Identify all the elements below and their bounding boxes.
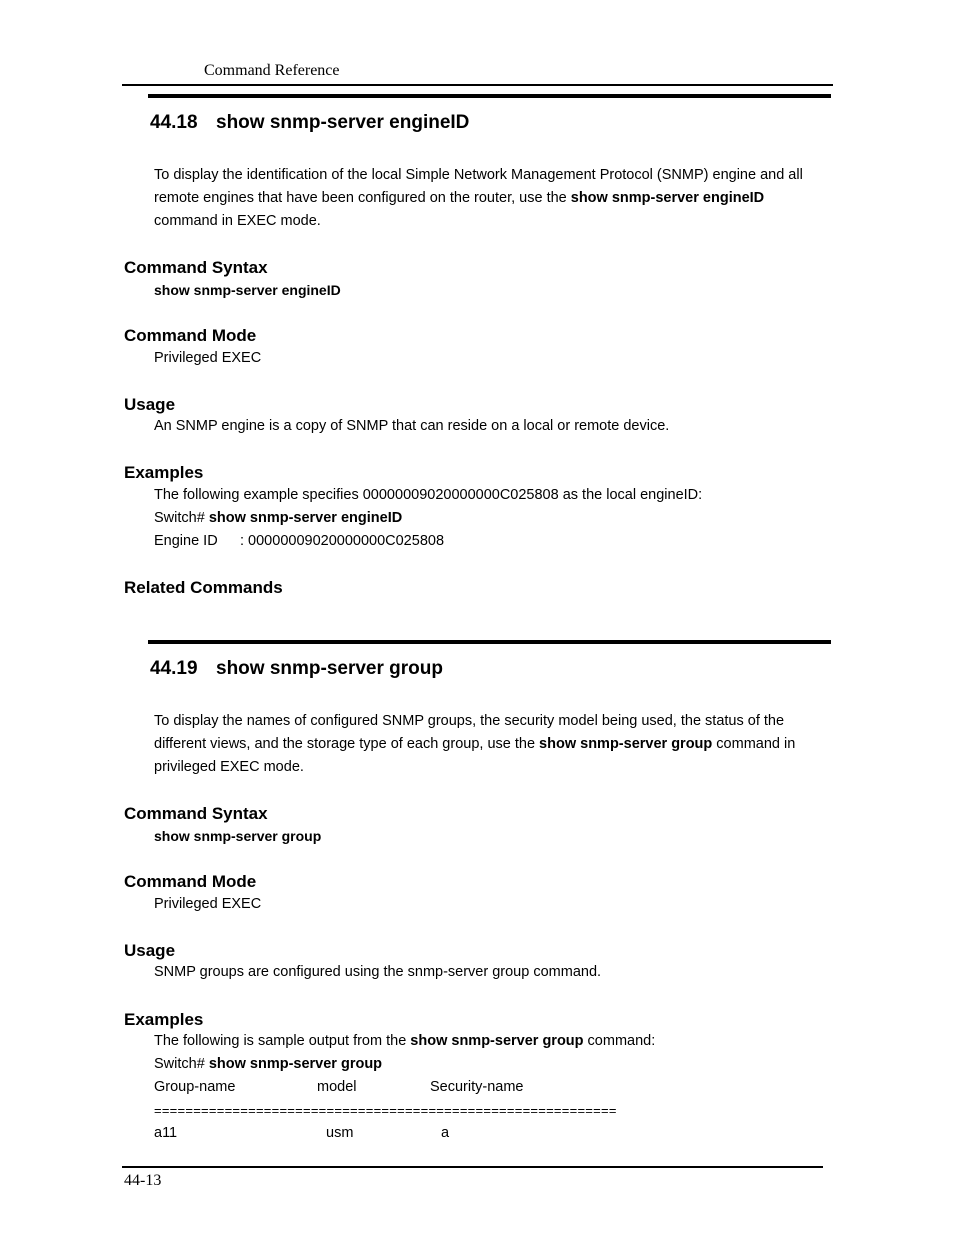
example-intro: The following example specifies 00000009020000000C025808 as the local engineID: — [154, 487, 703, 503]
mode-heading: Command Mode — [124, 872, 257, 891]
examples-heading: Examples — [124, 463, 204, 482]
section-title: show snmp-server group — [216, 658, 443, 679]
output-cell-security-name: a — [441, 1125, 450, 1141]
usage-heading: Usage — [124, 395, 176, 414]
intro-text: To display the identification of the local Simple Network Management Protocol (SNMP) engine and all remote engines that have been configured on the router, use the — [154, 167, 803, 206]
output-cell-model: usm — [326, 1125, 354, 1141]
prompt-command: show snmp-server group — [208, 1056, 383, 1072]
output-value: : 00000009020000000C025808 — [240, 533, 445, 549]
running-header: Command Reference — [204, 62, 340, 79]
header-rule — [122, 84, 833, 86]
section-number: 44.19 — [150, 658, 198, 679]
output-label: Engine ID — [154, 533, 218, 549]
mode-text: Privileged EXEC — [154, 350, 262, 366]
example-intro-command: show snmp-server group — [410, 1033, 584, 1049]
usage-text: SNMP groups are configured using the snmp-server group command. — [154, 964, 602, 980]
section-number: 44.18 — [150, 112, 198, 133]
intro-paragraph — [154, 164, 826, 233]
syntax-heading: Command Syntax — [124, 258, 268, 277]
example-intro — [154, 1033, 655, 1049]
output-separator: =========================================================== — [154, 1103, 617, 1118]
mode-heading: Command Mode — [124, 326, 257, 345]
intro-paragraph — [154, 710, 826, 779]
column-header-group-name: Group-name — [154, 1079, 236, 1095]
related-heading: Related Commands — [124, 578, 283, 597]
column-header-security-name: Security-name — [430, 1079, 524, 1095]
section-rule — [148, 640, 831, 644]
output-cell-group-name: a11 — [154, 1125, 178, 1141]
usage-text: An SNMP engine is a copy of SNMP that can reside on a local or remote device. — [154, 418, 670, 434]
prompt-command: show snmp-server engineID — [208, 510, 403, 526]
column-header-model: model — [317, 1079, 357, 1095]
section-rule — [148, 94, 831, 98]
intro-text-end: command in privileged EXEC mode. — [154, 736, 796, 775]
footer-rule — [122, 1166, 823, 1168]
example-prompt-line — [154, 510, 402, 526]
section-heading — [150, 112, 469, 134]
prompt: Switch# — [154, 1056, 209, 1072]
intro-text: To display the names of configured SNMP groups, the security model being used, the status of the different views, and the storage type of each group, use the — [154, 713, 785, 752]
mode-text: Privileged EXEC — [154, 896, 262, 912]
example-intro-end: command: — [583, 1033, 656, 1049]
section-heading — [150, 658, 443, 680]
prompt: Switch# — [154, 510, 209, 526]
intro-text-end: command in EXEC mode. — [154, 213, 321, 229]
page-number: 44-13 — [124, 1172, 162, 1189]
intro-command: show snmp-server engineID — [570, 190, 765, 206]
examples-heading: Examples — [124, 1010, 204, 1029]
example-prompt-line — [154, 1056, 382, 1072]
usage-heading: Usage — [124, 941, 176, 960]
intro-command: show snmp-server group — [539, 736, 713, 752]
syntax-heading: Command Syntax — [124, 804, 268, 823]
example-intro-text: The following is sample output from the — [154, 1033, 411, 1049]
syntax-text: show snmp-server group — [154, 828, 322, 844]
section-title: show snmp-server engineID — [216, 112, 470, 133]
syntax-text: show snmp-server engineID — [154, 282, 341, 298]
